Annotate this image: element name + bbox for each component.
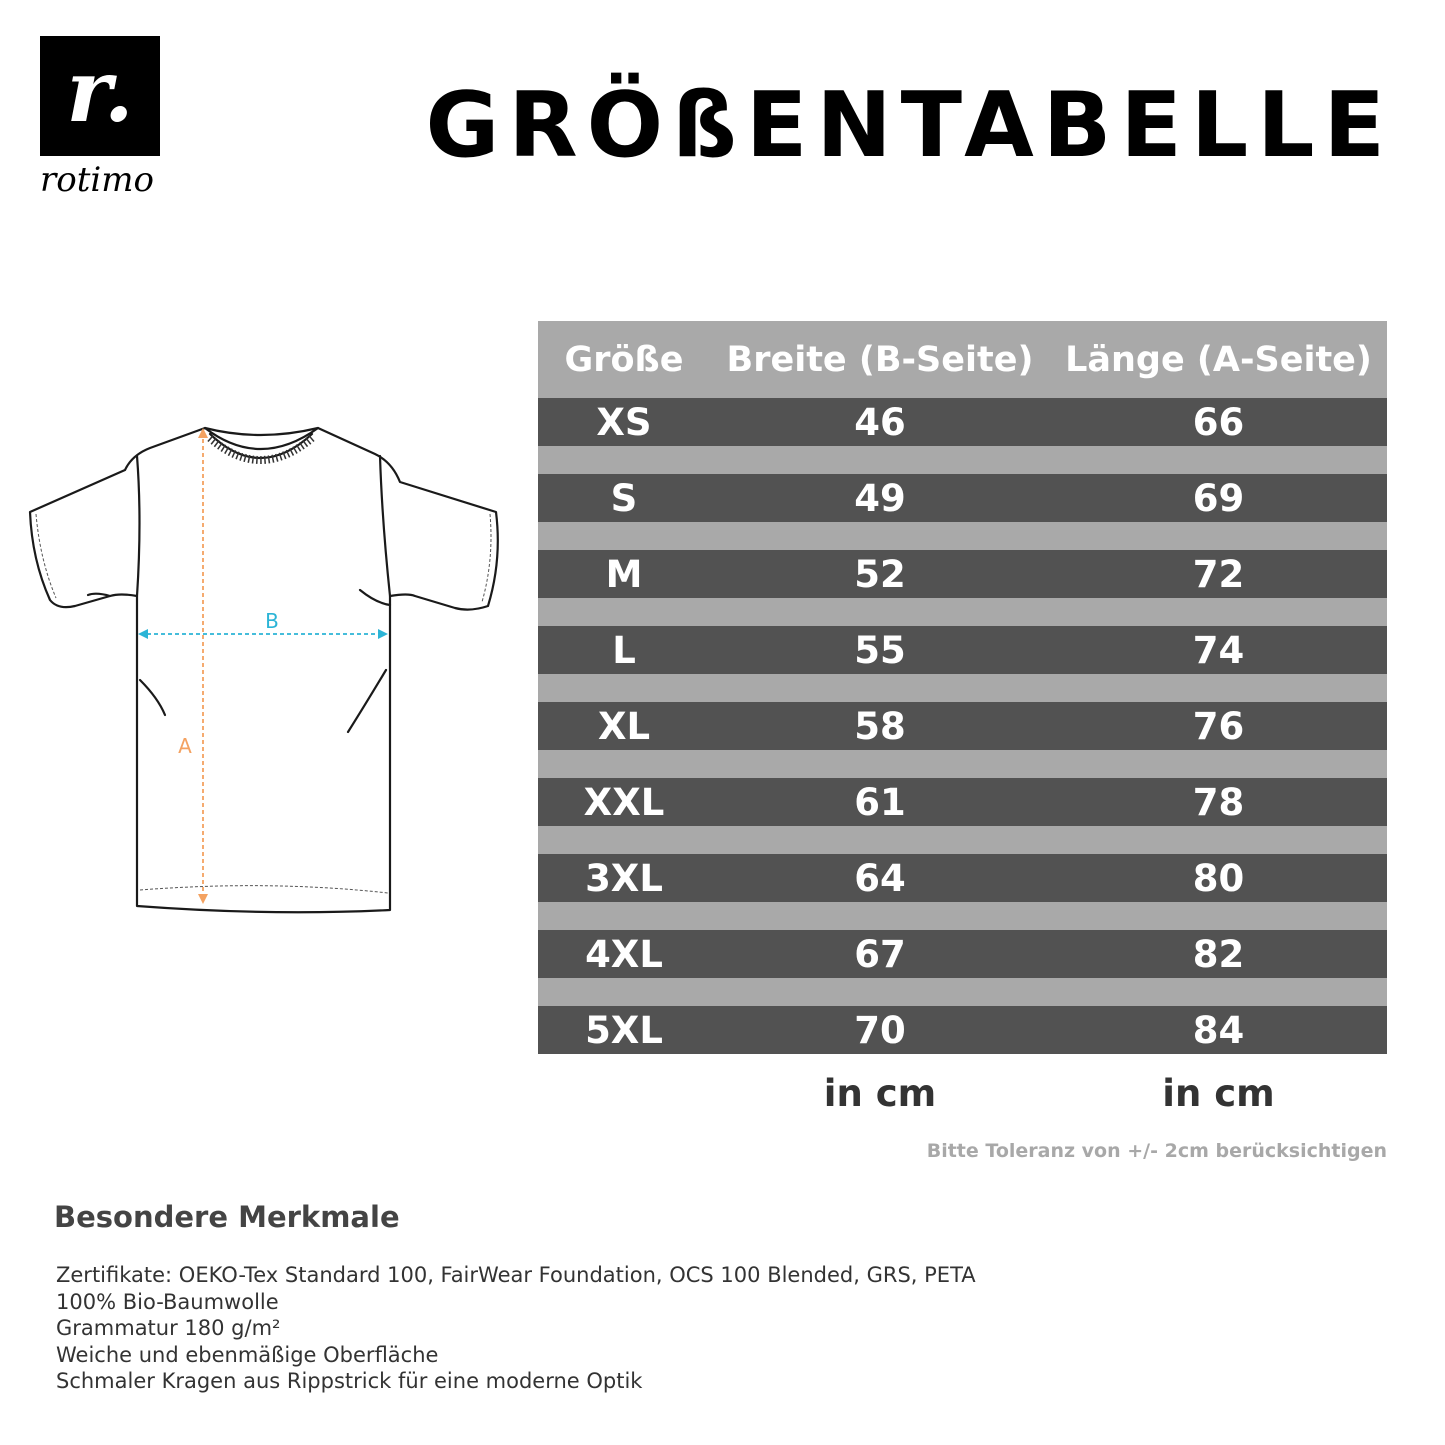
cell-size: XXL — [583, 780, 665, 824]
tshirt-outline — [30, 428, 498, 912]
header-length: Länge (A-Seite) — [1065, 339, 1372, 380]
table-row — [538, 626, 1387, 674]
table-header — [538, 321, 1387, 398]
cell-length: 82 — [1192, 932, 1245, 976]
cell-width: 52 — [854, 552, 906, 596]
measure-label-b: B — [265, 609, 279, 633]
list-item: Grammatur 180 g/m² — [56, 1316, 281, 1340]
cell-length: 69 — [1192, 476, 1245, 520]
cell-length: 76 — [1192, 704, 1245, 748]
unit-width: in cm — [823, 1072, 937, 1115]
cell-size: M — [605, 552, 643, 596]
cell-length: 66 — [1192, 400, 1245, 444]
unit-length: in cm — [1162, 1072, 1275, 1115]
features-list — [56, 1262, 976, 1395]
cell-length: 84 — [1192, 1008, 1245, 1052]
cell-width: 49 — [854, 476, 906, 520]
table-row — [538, 778, 1387, 826]
brand-name: rotimo — [40, 160, 154, 200]
brand-logo: r. — [40, 36, 160, 156]
cell-length: 74 — [1192, 628, 1245, 672]
unit-labels — [538, 1066, 1387, 1122]
cell-size: 3XL — [585, 856, 663, 900]
cell-size: XL — [597, 704, 651, 748]
cell-width: 67 — [854, 932, 906, 976]
cell-size: L — [612, 628, 636, 672]
size-table — [538, 321, 1387, 1054]
cell-width: 70 — [854, 1008, 906, 1052]
cell-size: 4XL — [585, 932, 663, 976]
table-row — [538, 474, 1387, 522]
cell-length: 78 — [1192, 780, 1245, 824]
tshirt-diagram — [20, 410, 510, 930]
cell-width: 46 — [854, 400, 906, 444]
table-row — [538, 398, 1387, 446]
list-item: 100% Bio-Baumwolle — [56, 1289, 279, 1314]
cell-width: 55 — [854, 628, 906, 672]
header-size: Größe — [564, 339, 684, 380]
features-title: Besondere Merkmale — [54, 1200, 400, 1234]
table-row — [538, 550, 1387, 598]
list-item: Weiche und ebenmäßige Oberfläche — [56, 1342, 439, 1367]
cell-size: 5XL — [585, 1008, 663, 1052]
measure-label-a: A — [178, 734, 192, 758]
cell-length: 72 — [1192, 552, 1245, 596]
table-row — [538, 854, 1387, 902]
cell-width: 64 — [854, 856, 906, 900]
cell-width: 58 — [854, 704, 906, 748]
cell-size: XS — [596, 400, 652, 444]
page-title: GRÖßENTABELLE — [425, 73, 1394, 178]
cell-width: 61 — [854, 780, 906, 824]
table-row — [538, 930, 1387, 978]
cell-length: 80 — [1192, 856, 1245, 900]
list-item: Schmaler Kragen aus Rippstrick für eine moderne Optik — [56, 1369, 643, 1393]
header-width: Breite (B-Seite) — [726, 339, 1034, 380]
cell-size: S — [610, 476, 638, 520]
table-row — [538, 1006, 1387, 1054]
list-item: Zertifikate: OEKO-Tex Standard 100, FairWear Foundation, OCS 100 Blended, GRS, PETA — [56, 1263, 976, 1287]
table-row — [538, 702, 1387, 750]
tolerance-note: Bitte Toleranz von +/- 2cm berücksichtigen — [926, 1140, 1387, 1162]
